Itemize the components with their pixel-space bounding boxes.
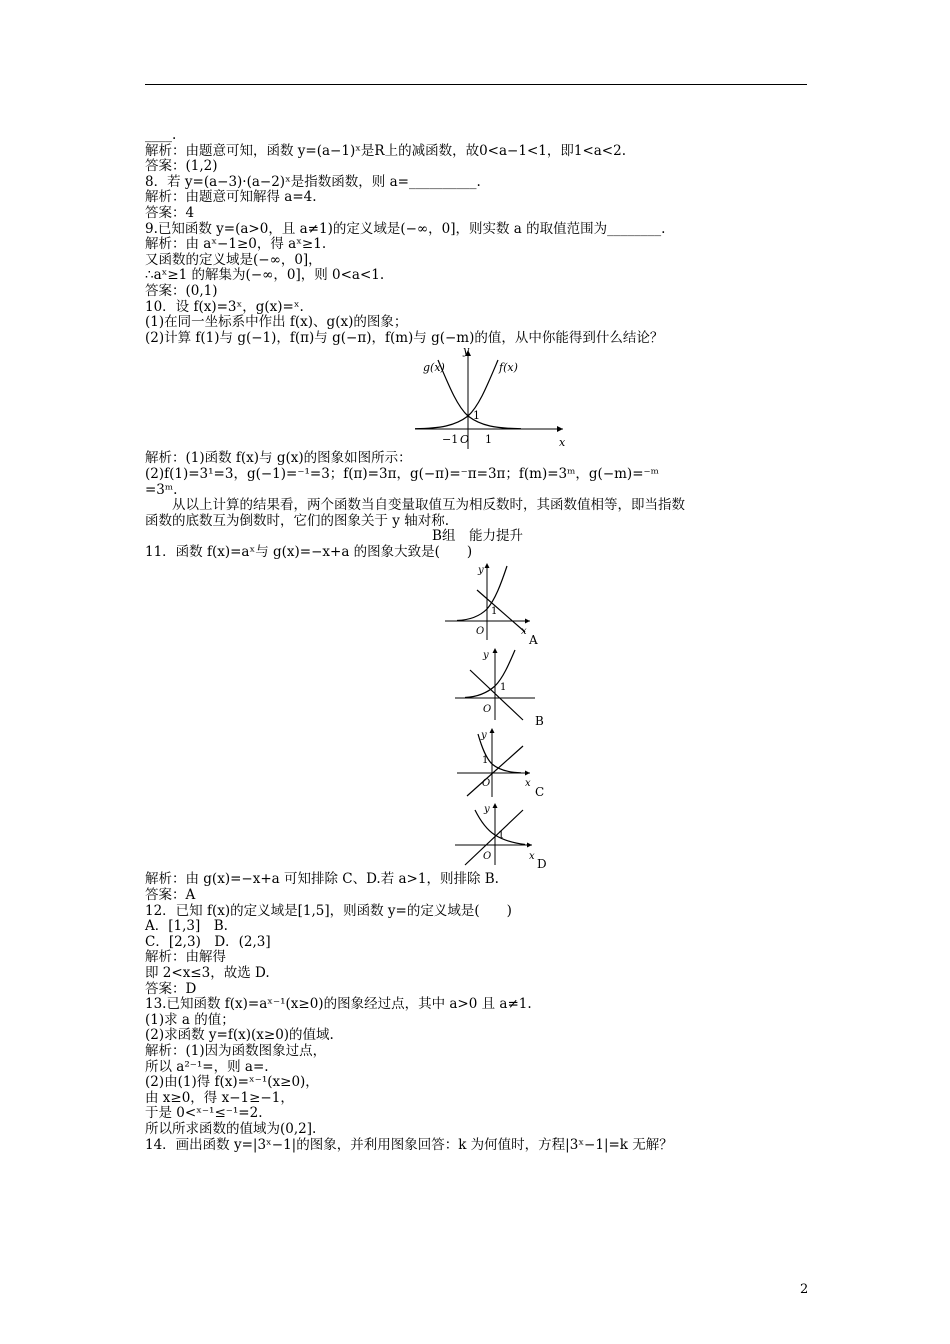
paragraph-line: 函数的底数互为倒数时，它们的图象关于 y 轴对称.	[145, 512, 449, 529]
text-line: (1)在同一坐标系中作出 f(x)、g(x)的图象；	[145, 314, 408, 331]
option-d-graph	[455, 803, 547, 871]
figure-q11-graphs	[145, 560, 810, 872]
text-line: 于是 0<ˣ⁻¹≤⁻¹=2.	[145, 1105, 263, 1122]
text-line: 解析：由解得	[145, 949, 226, 966]
figure-q10	[145, 346, 810, 451]
text-line: 解析：由题意可知，函数 y=(a−1)ˣ是R上的减函数，故0<a−1<1，即1<a<2.	[145, 142, 626, 159]
question-8: 8．若 y=(a−3)·(a−2)ˣ是指数函数，则 a=__________.	[145, 173, 481, 190]
option-a-one-label: 1	[491, 606, 498, 618]
text-line: A．[1,3] B.	[145, 918, 228, 935]
option-c-x-label: x	[525, 778, 531, 790]
text-line: (2)求函数 y=f(x)(x≥0)的值域.	[145, 1027, 334, 1044]
text-line: 即 2<x≤3，故选 D.	[145, 965, 270, 982]
text-line: 由 x≥0，得 x−1≥−1，	[145, 1089, 294, 1106]
option-d-x-label: x	[529, 851, 535, 863]
x-axis-label: x	[559, 436, 566, 450]
text-line: 又函数的定义域是(−∞，0]，	[145, 251, 322, 268]
option-d-label: D	[537, 857, 547, 872]
page-number: 2	[800, 1282, 809, 1297]
question-12: 12．已知 f(x)的定义域是[1,5]，则函数 y=的定义域是( )	[145, 902, 512, 919]
option-a-origin-label: O	[476, 626, 485, 638]
text-line: 解析：(1)函数 f(x)与 g(x)的图象如图所示：	[145, 450, 412, 467]
option-a-graph	[445, 563, 538, 647]
option-a-label: A	[529, 633, 538, 648]
option-c-graph	[457, 728, 544, 799]
f-label: f(x)	[499, 361, 518, 375]
g-label: g(x)	[423, 361, 445, 375]
text-line: (2)由(1)得 f(x)=ˣ⁻¹(x≥0)，	[145, 1074, 319, 1091]
text-line: 解析：由 aˣ−1≥0，得 aˣ≥1.	[145, 236, 327, 253]
text-line: C．[2,3) D．(2,3]	[145, 933, 271, 950]
option-a-x-label: x	[521, 626, 527, 638]
text-line: 答案：A	[145, 887, 196, 904]
option-b-y-label: y	[483, 650, 489, 662]
text-line: (1)求 a 的值；	[145, 1011, 235, 1028]
y-axis-label: y	[463, 346, 470, 358]
option-d-y-label: y	[484, 804, 490, 816]
text-line: 答案：(0,1)	[145, 282, 218, 299]
header-rule	[145, 84, 807, 85]
option-a-y-label: y	[478, 565, 484, 577]
question-11: 11．函数 f(x)=aˣ与 g(x)=−x+a 的图象大致是( )	[145, 543, 473, 560]
question-10: 10．设 f(x)=3ˣ，g(x)=ˣ.	[145, 298, 304, 315]
page-content	[145, 128, 810, 1153]
option-c-label: C	[535, 785, 545, 800]
option-b-one-label: 1	[500, 682, 507, 694]
question-14: 14．画出函数 y=|3ˣ−1|的图象，并利用图象回答：k 为何值时，方程|3ˣ−1|=k 无解？	[145, 1136, 673, 1153]
text-line: ____.	[145, 127, 177, 143]
text-line: 所以所求函数的值域为(0,2].	[145, 1120, 317, 1137]
text-line: (2)计算 f(1)与 g(−1)，f(π)与 g(−π)，f(m)与 g(−m)的值，从中你能得到什么结论？	[145, 329, 664, 346]
text-line: 解析：由 g(x)=−x+a 可知排除 C、D.若 a>1，则排除 B.	[145, 871, 499, 888]
question-13: 13.已知函数 f(x)=aˣ⁻¹(x≥0)的图象经过点，其中 a>0 且 a≠1.	[145, 996, 532, 1013]
paragraph-line: 从以上计算的结果看，两个函数当自变量取值互为相反数时，其函数值相等，即当指数	[172, 497, 685, 514]
y-one-label: 1	[473, 409, 480, 423]
text-line: =3ᵐ.	[145, 481, 178, 498]
text-line: (2)f(1)=3¹=3，g(−1)=⁻¹=3；f(π)=3π，g(−π)=⁻π=3π；f(m)=3ᵐ，g(−m)=⁻ᵐ	[145, 465, 659, 482]
text-line: 解析：由题意可知解得 a=4.	[145, 189, 317, 206]
option-d-one-label: 1	[498, 830, 505, 842]
text-line: 答案：(1,2)	[145, 158, 218, 175]
option-c-origin-label: O	[482, 778, 491, 790]
option-c-y-label: y	[481, 730, 487, 742]
text-line: 解析：(1)因为函数图象过点，	[145, 1043, 327, 1059]
option-c-one-label: 1	[482, 755, 489, 767]
option-b-label: B	[535, 714, 544, 729]
figure-q11	[145, 560, 810, 872]
x-one-label: 1	[485, 433, 492, 447]
figure-q10-graph	[145, 346, 810, 451]
section-heading: B组 能力提升	[432, 528, 523, 545]
origin-label: O	[460, 433, 470, 447]
question-9: 9.已知函数 y=(a>0，且 a≠1)的定义域是(−∞，0]，则实数 a 的取值范围为________.	[145, 220, 666, 237]
neg-one-label: −1	[442, 433, 459, 447]
text-line: ∴aˣ≥1 的解集为(−∞，0]，则 0<a<1.	[145, 267, 385, 284]
option-b-origin-label: O	[483, 704, 492, 716]
text-line: 答案：4	[145, 204, 195, 221]
option-d-origin-label: O	[483, 851, 492, 863]
option-b-graph	[455, 648, 544, 728]
text-line: 所以 a²⁻¹=，则 a=.	[145, 1058, 269, 1075]
text-line: 答案：D	[145, 980, 197, 997]
